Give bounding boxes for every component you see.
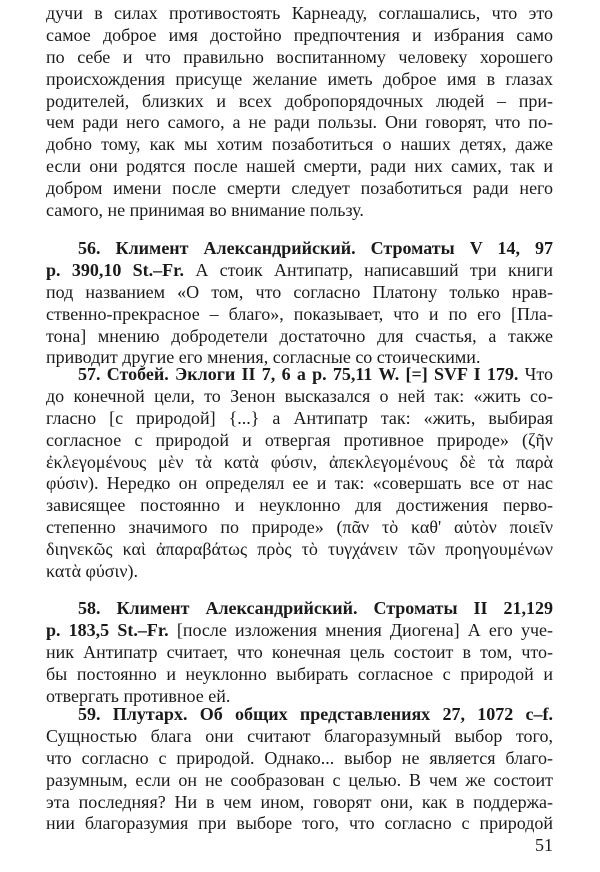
text-line [46, 238, 553, 260]
text-line [46, 704, 553, 726]
text-line [46, 642, 553, 664]
text-line [46, 452, 553, 474]
text-line [46, 620, 553, 642]
body-text: добно тому, как мы хотим позаботиться о наших детях, даже [46, 134, 553, 155]
body-text: бы постоянно и неуклонно выбирать согласное с природой и [46, 663, 553, 684]
body-text: самого, не принимая во внимание пользу. [46, 200, 364, 221]
page-number: 51 [535, 835, 553, 855]
text-line [46, 726, 553, 748]
text-line [46, 561, 553, 583]
paragraph-continuation [46, 3, 553, 222]
body-text: дучи в силах противостоять Карнеаду, соглашались, что это [46, 3, 553, 23]
body-text: эта последняя? Ни в чем ином, говорят они, как в поддержа- [46, 791, 553, 812]
body-text: до конечной цели, то Зенон высказался о ней так: «жить со- [46, 385, 553, 406]
text-line [46, 430, 553, 452]
body-text: φύσιν). Нередко он определял ее и так: «совершать все от нас [46, 473, 553, 494]
body-text: чем ради него самого, а не ради пользы. Они говорят, что по- [46, 112, 553, 133]
body-text: ἐκλεγομένους μὲν τὰ κατὰ φύσιν, ἀπεκλεγομένους δὲ τὰ παρὰ [46, 451, 553, 472]
text-line [46, 178, 553, 200]
fragment-heading: 59. Плутарх. Об общих представлениях 27, 1072 c–f. [78, 704, 553, 724]
body-text: κατὰ φύσιν). [46, 561, 138, 582]
fragment-heading: 56. Климент Александрийский. Строматы V 14, 97 [78, 238, 553, 258]
text-line [46, 664, 553, 686]
text-line [46, 598, 553, 620]
text-line [46, 112, 553, 134]
text-line [46, 304, 553, 326]
text-line [46, 200, 553, 222]
text-line [46, 517, 553, 539]
text-line [46, 495, 553, 517]
body-text: приводит другие его мнения, согласные со стоическими. [46, 347, 481, 368]
body-text: ственно-прекрасное – благо», показывает, что и по его [Пла- [46, 303, 553, 324]
body-text: согласное с природой и отвергая противное природе» (ζῆν [46, 429, 553, 450]
body-text: что согласно с природой. Однако... выбор не является благо- [46, 747, 553, 768]
text-line [46, 156, 553, 178]
text-line [46, 408, 553, 430]
body-text: [после изложения мнения Диогена] А его уче- [176, 619, 553, 640]
text-line [46, 748, 553, 770]
text-line [46, 91, 553, 113]
text-line [46, 69, 553, 91]
text-line [46, 386, 553, 408]
text-line [46, 539, 553, 561]
body-text: тона] мнению добродетели достаточно для счастья, а также [46, 325, 553, 346]
body-text: Что [524, 364, 553, 384]
body-text: происхождения присуще желание иметь доброе имя в глазах [46, 68, 553, 89]
text-line [46, 364, 553, 386]
body-text: нии благоразумия при выборе того, что согласно с природой [46, 813, 553, 834]
body-text: добром имени после смерти следует позаботиться ради него [46, 178, 553, 199]
body-text: гласно [с природой] {...} а Антипатр так: «жить, выбирая [46, 407, 553, 428]
fragment-59 [46, 704, 553, 835]
fragment-58 [46, 598, 553, 707]
fragment-heading: 57. Стобей. Эклоги II 7, 6 a p. 75,11 W. [=] SVF I 179. [78, 364, 525, 384]
fragment-57 [46, 364, 553, 583]
fragment-heading: p. 390,10 St.–Fr. [46, 259, 196, 280]
text-line [46, 326, 553, 348]
body-text: степенно значимого по природе» (πᾶν τὸ καθ' αὑτὸν ποιεῖν [46, 517, 553, 538]
text-line [46, 3, 553, 25]
text-line [46, 47, 553, 69]
text-line [46, 134, 553, 156]
text-line [46, 282, 553, 304]
text-line [46, 473, 553, 495]
text-line [46, 25, 553, 47]
text-line [46, 792, 553, 814]
fragment-56 [46, 238, 553, 369]
body-text: отвергать противное ей. [46, 685, 231, 706]
fragment-heading: p. 183,5 St.–Fr. [46, 619, 177, 640]
body-text: по себе и что правильно воспитанному человеку хорошего [46, 46, 553, 67]
body-text: διηνεκῶς καὶ ἀπαραβάτως πρὸς τὸ τυγχάνειν τῶν προηγουμένων [46, 539, 553, 560]
body-text: родителей, близких и всех добропорядочных людей – при- [46, 90, 553, 111]
text-line [46, 813, 553, 835]
text-line [46, 770, 553, 792]
body-text: под названием «О том, что согласно Платону только нрав- [46, 281, 553, 302]
body-text: самое доброе имя достойно предпочтения и избрания само [46, 24, 553, 45]
fragment-heading: 58. Климент Александрийский. Строматы II 21,129 [78, 598, 553, 618]
body-text: ник Антипатр считает, что конечная цель состоит в том, что- [46, 641, 553, 662]
body-text: зависящее постоянно и неуклонно для достижения перво- [46, 495, 553, 516]
text-line [46, 260, 553, 282]
body-text: если они родятся после нашей смерти, ради них самих, так и [46, 156, 553, 177]
body-text: А стоик Антипатр, написавший три книги [195, 259, 553, 280]
body-text: Сущностью блага они считают благоразумный выбор того, [46, 725, 553, 746]
body-text: разумным, если он не сообразован с целью. В чем же состоит [46, 769, 553, 790]
